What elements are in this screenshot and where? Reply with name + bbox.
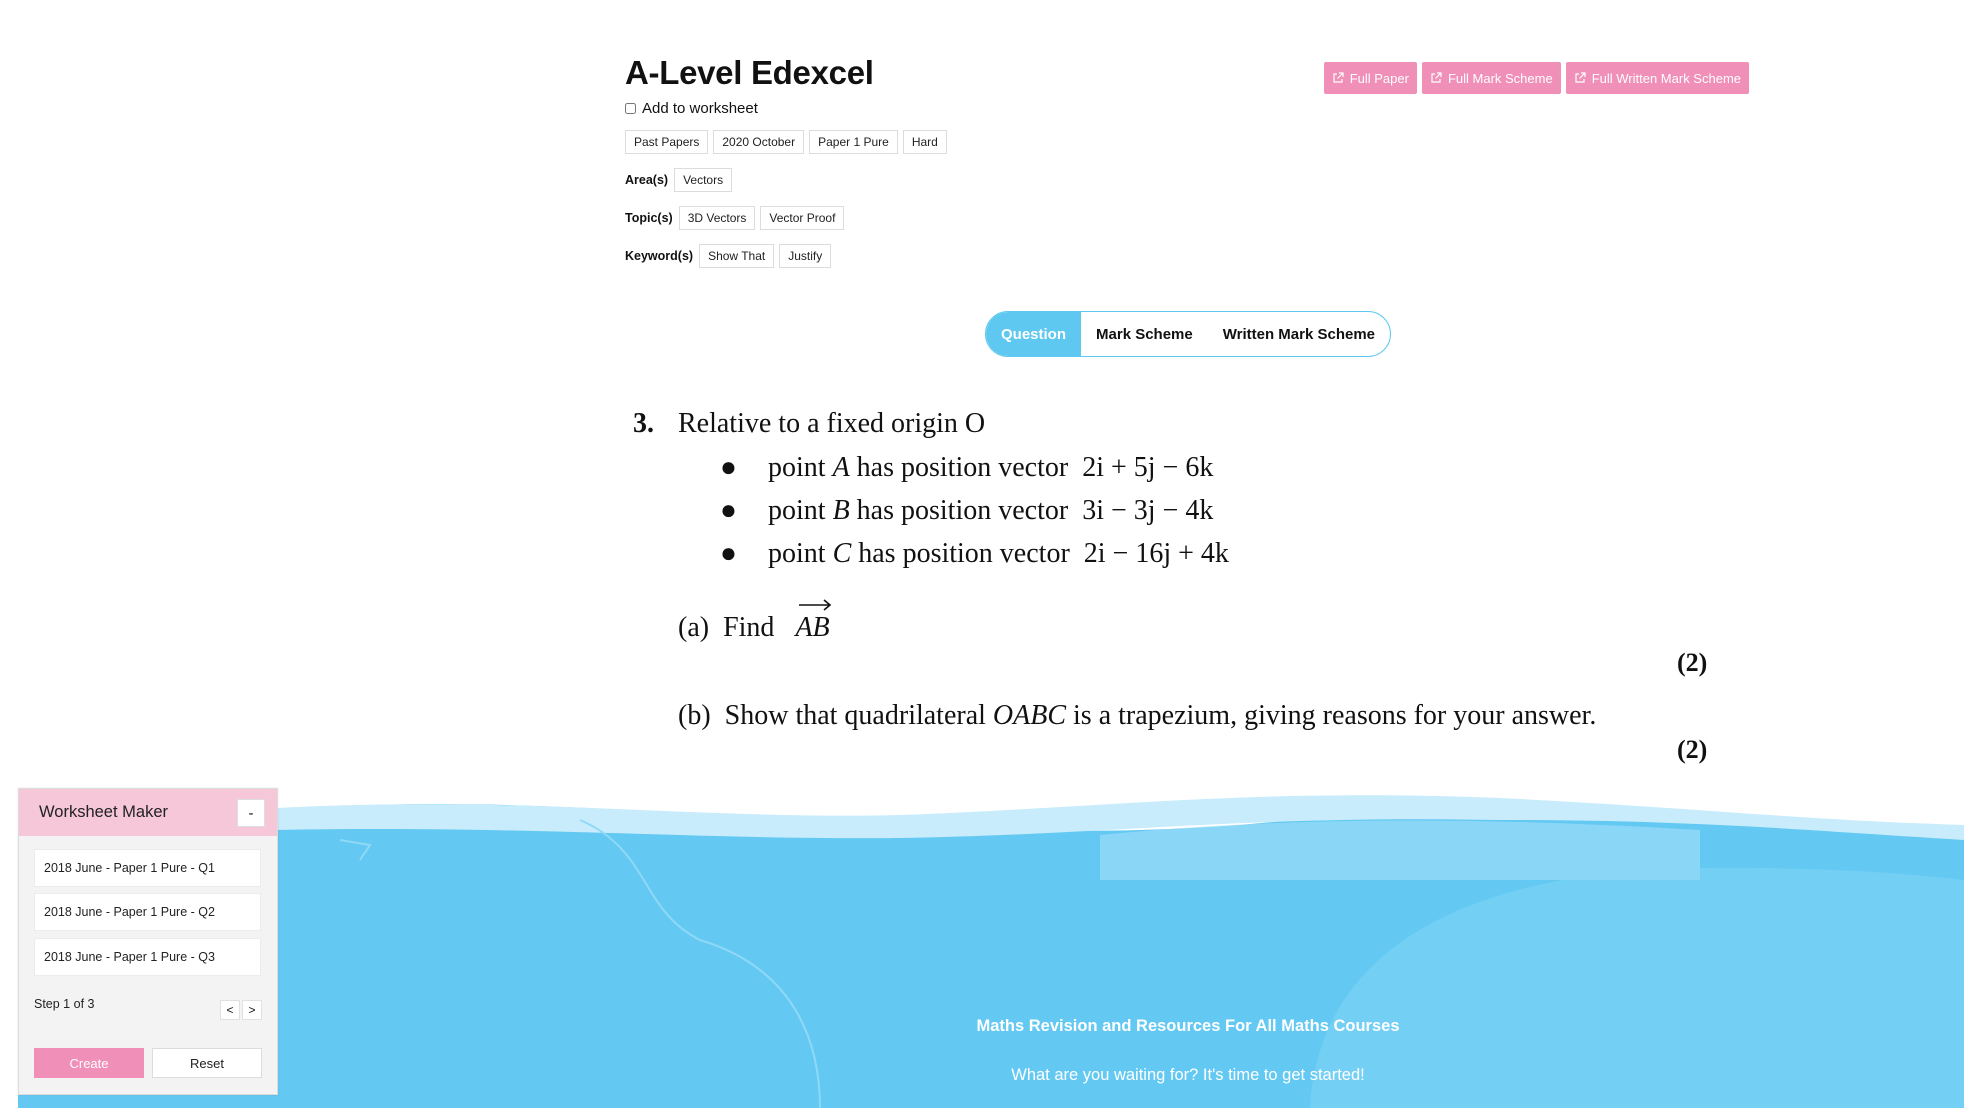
part-a-text: Find (723, 612, 775, 643)
question-tabs (985, 311, 1391, 357)
areas-row (625, 168, 732, 192)
point-name: A (832, 452, 850, 483)
next-step-button[interactable]: > (242, 1000, 262, 1020)
full-mark-scheme-button[interactable] (1422, 62, 1561, 94)
worksheet-maker-panel (18, 788, 278, 1095)
vector-arrow-icon (797, 598, 833, 612)
step-indicator: Step 1 of 3 (34, 997, 95, 1011)
question-intro-text: Relative to a fixed origin O (678, 408, 986, 439)
external-link-icon (1574, 72, 1586, 84)
point-vector: 2i − 16j + 4k (1083, 538, 1229, 569)
question-intro (678, 408, 985, 440)
add-to-worksheet[interactable] (625, 100, 758, 117)
point-name: C (832, 538, 852, 569)
topic-tag[interactable]: 3D Vectors (679, 206, 756, 230)
tab-question[interactable]: Question (986, 312, 1081, 356)
worksheet-maker-title: Worksheet Maker (39, 803, 168, 821)
part-b-shape: OABC (992, 700, 1067, 731)
worksheet-item[interactable]: 2018 June - Paper 1 Pure - Q1 (34, 849, 261, 887)
point-a-row: ● point A has position vector 2i + 5j − 6k (720, 452, 1214, 483)
topic-tag[interactable]: Vector Proof (760, 206, 844, 230)
question-number: 3. (633, 408, 654, 439)
part-b-label: (b) (678, 700, 711, 731)
footer-wave-background (0, 790, 1964, 1108)
page-title: A-Level Edexcel (625, 54, 874, 91)
full-paper-button[interactable] (1324, 62, 1417, 94)
worksheet-maker-header (19, 789, 277, 836)
step-navigation (220, 1000, 262, 1020)
tag-session[interactable]: 2020 October (713, 130, 804, 154)
part-a-marks: (2) (1677, 648, 1708, 677)
footer-tagline: What are you waiting for? It's time to get started! (1011, 1066, 1365, 1084)
part-b-marks: (2) (1677, 735, 1708, 764)
keywords-label: Keyword(s) (625, 249, 694, 263)
add-to-worksheet-checkbox[interactable] (625, 103, 636, 114)
topics-label: Topic(s) (625, 211, 673, 225)
area-tag[interactable]: Vectors (674, 168, 732, 192)
full-written-mark-scheme-label: Full Written Mark Scheme (1591, 70, 1741, 86)
keywords-row (625, 244, 831, 268)
worksheet-item[interactable]: 2018 June - Paper 1 Pure - Q2 (34, 893, 261, 931)
point-name: B (832, 495, 850, 526)
full-written-mark-scheme-button[interactable] (1566, 62, 1749, 94)
worksheet-item[interactable]: 2018 June - Paper 1 Pure - Q3 (34, 938, 261, 976)
areas-label: Area(s) (625, 173, 669, 187)
add-to-worksheet-label: Add to worksheet (642, 100, 758, 117)
tab-written-mark-scheme[interactable]: Written Mark Scheme (1222, 325, 1376, 343)
full-mark-scheme-label: Full Mark Scheme (1447, 70, 1553, 86)
part-b-text-1: Show that quadrilateral (724, 700, 986, 731)
tab-mark-scheme[interactable]: Mark Scheme (1096, 325, 1193, 343)
keyword-tag[interactable]: Show That (699, 244, 774, 268)
external-link-icon (1332, 72, 1344, 84)
prev-step-button[interactable]: < (220, 1000, 240, 1020)
part-b (678, 700, 1596, 732)
topics-row (625, 206, 844, 230)
point-vector: 3i − 3j − 4k (1082, 495, 1214, 526)
point-c-row: ● point C has position vector 2i − 16j + 4k (720, 538, 1229, 569)
point-b-row: ● point B has position vector 3i − 3j − 4k (720, 495, 1214, 526)
part-a (678, 612, 830, 644)
reset-button[interactable]: Reset (152, 1048, 262, 1078)
vector-ab: AB (795, 612, 829, 644)
point-vector: 2i + 5j − 6k (1082, 452, 1214, 483)
tag-paper[interactable]: Paper 1 Pure (809, 130, 898, 154)
part-a-label: (a) (678, 612, 710, 643)
tag-row (625, 130, 947, 154)
create-button[interactable]: Create (34, 1048, 144, 1078)
paper-buttons (1324, 62, 1749, 94)
minimize-button[interactable]: - (237, 799, 265, 827)
part-b-text-2: is a trapezium, giving reasons for your answer. (1073, 700, 1597, 731)
tag-difficulty[interactable]: Hard (903, 130, 947, 154)
footer-headline: Maths Revision and Resources For All Maths Courses (976, 1017, 1400, 1035)
full-paper-label: Full Paper (1349, 70, 1409, 86)
external-link-icon (1430, 72, 1442, 84)
keyword-tag[interactable]: Justify (779, 244, 831, 268)
tag-past-papers[interactable]: Past Papers (625, 130, 708, 154)
